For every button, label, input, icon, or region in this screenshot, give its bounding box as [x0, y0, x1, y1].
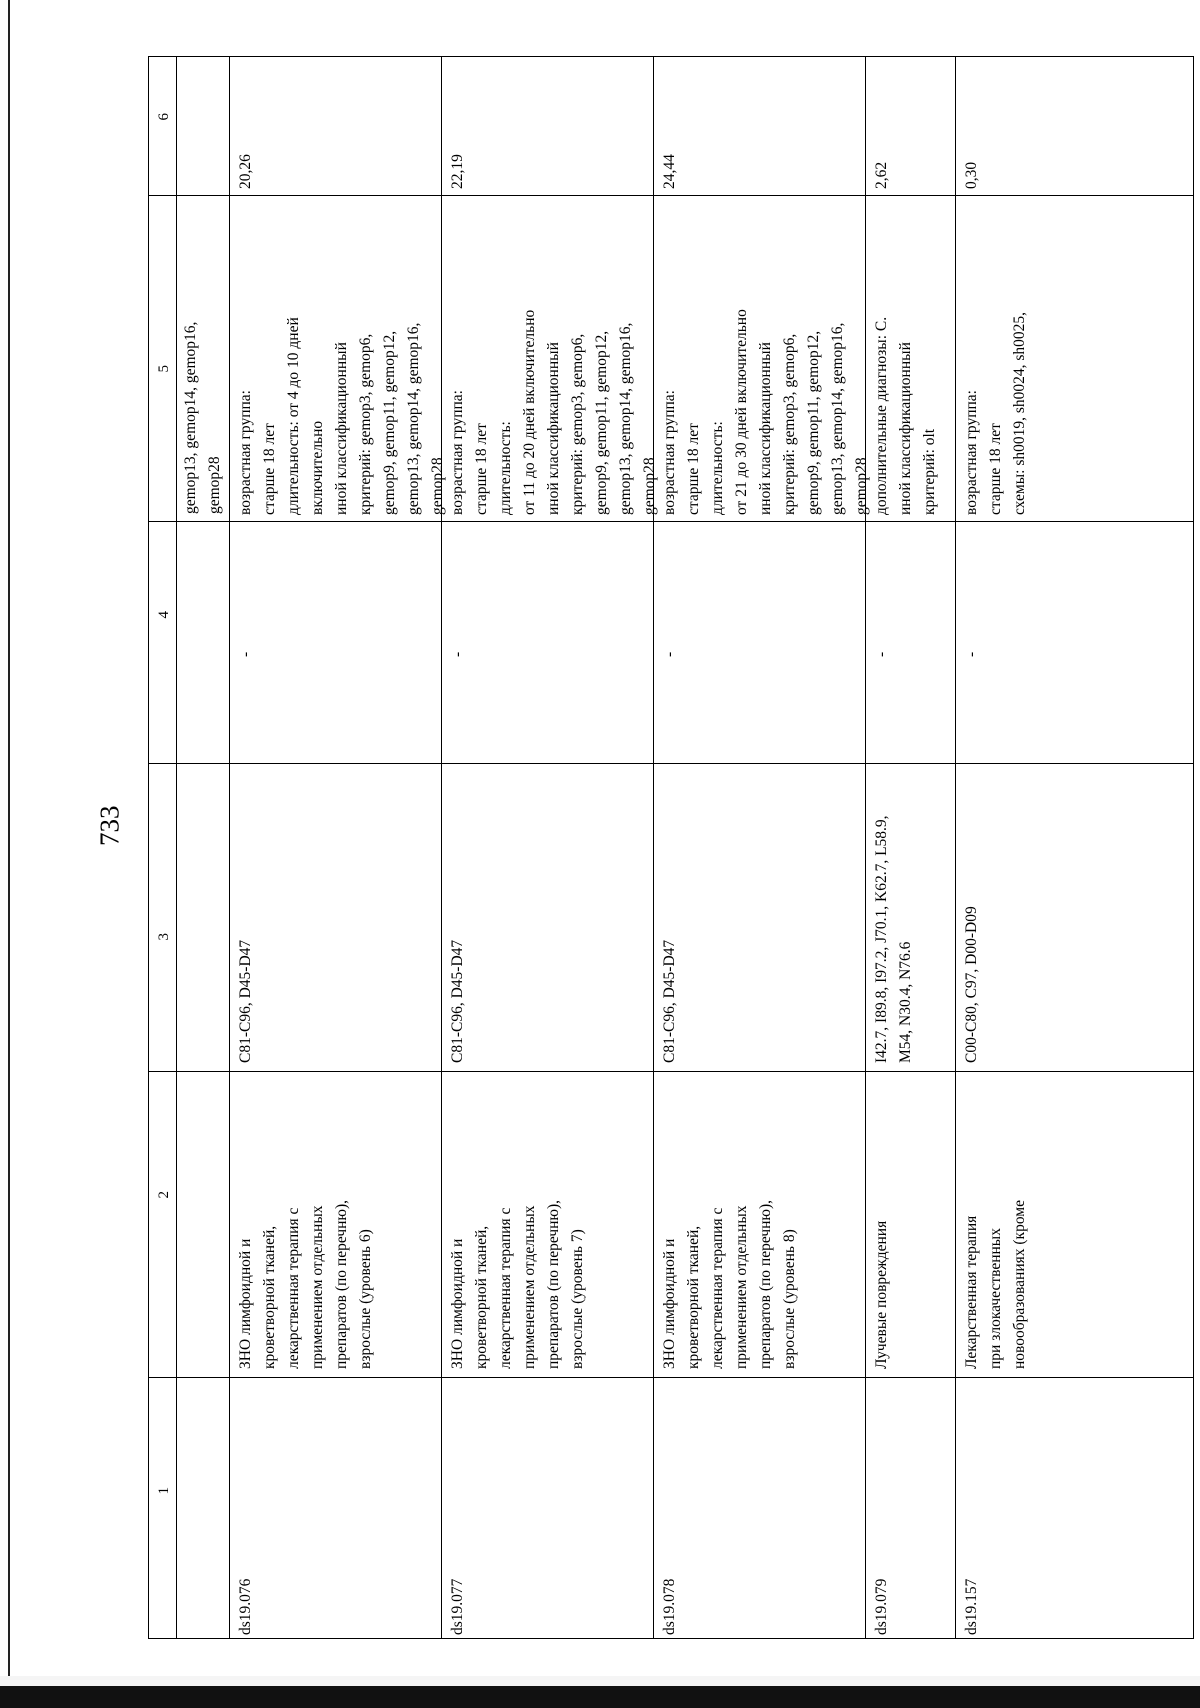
- row-icd: C81-C96, D45-D47: [449, 939, 466, 1063]
- row-icd: C81-C96, D45-D47: [661, 939, 678, 1063]
- header-col-1: 1: [156, 1487, 172, 1495]
- row-col4: -: [873, 651, 890, 657]
- table-row: [866, 57, 956, 1638]
- row-code: ds19.079: [873, 1578, 890, 1635]
- row-coefficient: 0,30: [963, 161, 980, 189]
- row-code: ds19.078: [661, 1578, 678, 1635]
- scan-edge-shadow: [0, 1686, 1200, 1708]
- row-coefficient: 22,19: [449, 154, 466, 189]
- row-code: ds19.076: [237, 1578, 254, 1635]
- row-criteria: возрастная группа: старше 18 лет длительность: от 21 до 30 дней включительно иной классификационный критерий: gemop3, gemop6, gemop9, gemop11, gemop12, gemop13, gemop14, gemop16, gemop28: [661, 309, 870, 515]
- row-icd: C00-C80, C97, D00-D09: [963, 906, 980, 1063]
- header-col-5: 5: [156, 365, 172, 373]
- row-criteria: возрастная группа: старше 18 лет длительность: от 11 до 20 дней включительно иной классификационный критерий: gemop3, gemop6, gemop9, gemop11, gemop12, gemop13, gemop14, gemop16, gemop28: [449, 309, 658, 515]
- row-criteria: возрастная группа: старше 18 лет длительность: от 4 до 10 дней включительно иной классификационный критерий: gemop3, gemop6, gemop9, gemop11, gemop12, gemop13, gemop14, gemop16, gemop28: [237, 317, 446, 515]
- row-code: ds19.077: [449, 1578, 466, 1635]
- row-col4: -: [963, 651, 980, 657]
- row-criteria: возрастная группа: старше 18 лет схемы: sh0019, sh0024, sh0025,: [963, 311, 1028, 515]
- scan-margin-line: [8, 0, 10, 1686]
- row-coefficient: 20,26: [237, 154, 254, 189]
- tariff-table: [148, 56, 1194, 1639]
- table-row: [442, 57, 658, 1638]
- row-coefficient: 2,62: [873, 161, 890, 189]
- page-number: 733: [94, 805, 125, 847]
- table-row: [654, 57, 870, 1638]
- row-code: ds19.157: [963, 1578, 980, 1635]
- row-name: ЗНО лимфоидной и кроветворной тканей, лекарственная терапия с применением отдельных препаратов (по перечню), взрослые (уровень 8): [661, 1199, 798, 1369]
- continuation-criteria: gemop13, gemop14, gemop16, gemop28: [182, 321, 223, 514]
- row-name: Лучевые повреждения: [873, 1220, 890, 1369]
- row-col4: -: [237, 651, 254, 657]
- header-row: [149, 57, 177, 1638]
- scan-edge-highlight: [0, 1676, 1200, 1686]
- row-coefficient: 24,44: [661, 154, 678, 189]
- row-col4: -: [661, 651, 678, 657]
- header-col-4: 4: [156, 611, 172, 619]
- header-col-6: 6: [156, 113, 172, 121]
- row-name: ЗНО лимфоидной и кроветворной тканей, лекарственная терапия с применением отдельных препаратов (по перечню), взрослые (уровень 7): [449, 1199, 586, 1369]
- row-icd: C81-C96, D45-D47: [237, 939, 254, 1063]
- table-row: [230, 57, 446, 1638]
- row-name: Лекарственная терапия при злокачественных новообразованиях (кроме: [963, 1200, 1028, 1369]
- row-criteria: дополнительные диагнозы: C. иной классификационный критерий: olt: [873, 316, 938, 515]
- continuation-row: [177, 57, 230, 1638]
- header-col-2: 2: [156, 1191, 172, 1199]
- table-row: [956, 57, 1194, 1638]
- header-col-3: 3: [156, 933, 172, 941]
- row-col4: -: [449, 651, 466, 657]
- row-name: ЗНО лимфоидной и кроветворной тканей, лекарственная терапия с применением отдельных препаратов (по перечню), взрослые (уровень 6): [237, 1199, 374, 1369]
- row-icd: I42.7, I89.8, I97.2, J70.1, K62.7, L58.9, M54, N30.4, N76.6: [873, 815, 914, 1063]
